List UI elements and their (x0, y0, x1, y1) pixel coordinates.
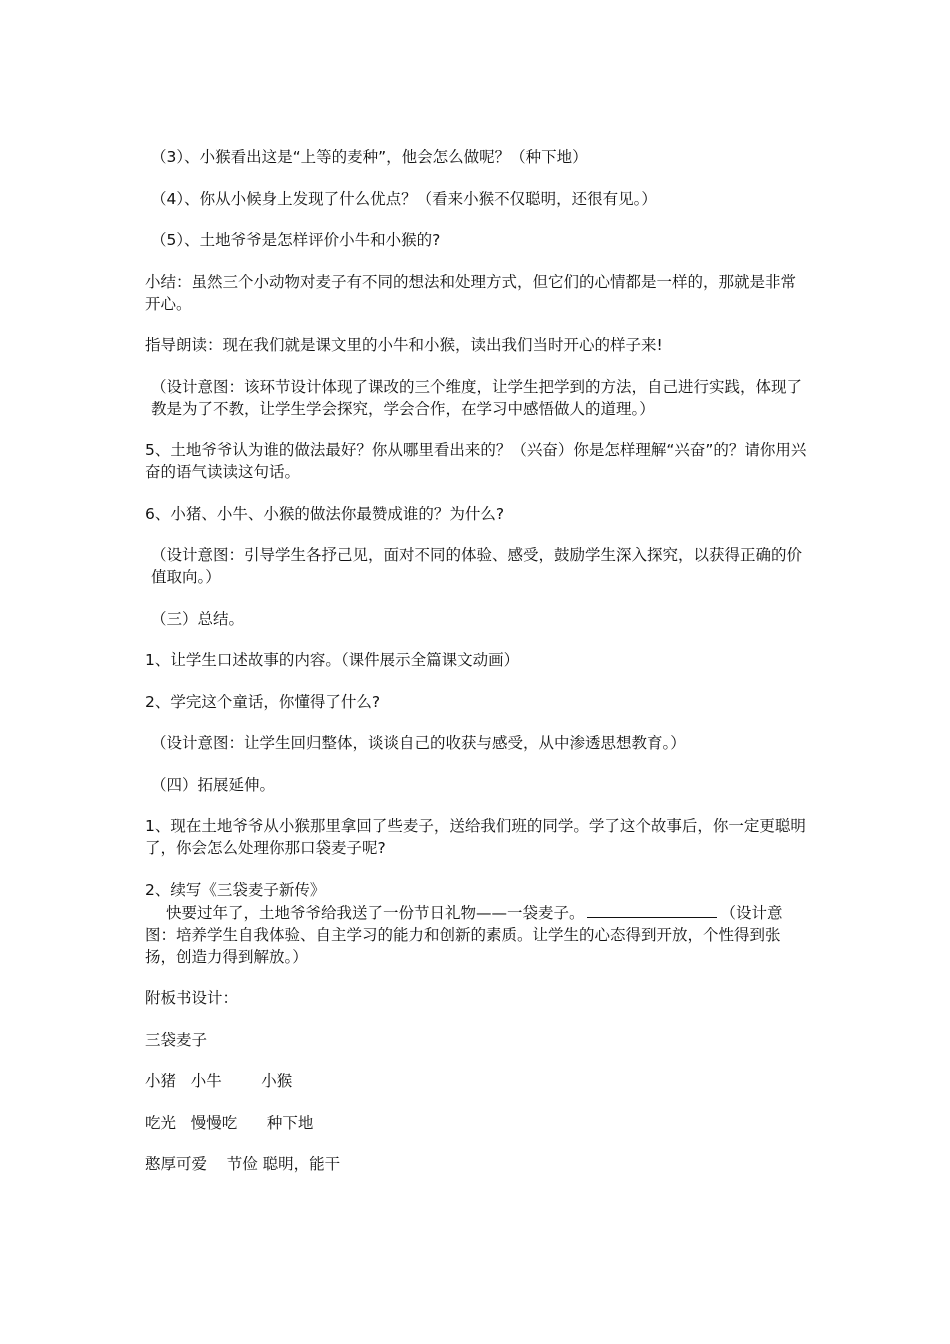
board-row-traits: 憨厚可爱 节俭 聪明，能干 (145, 1155, 341, 1173)
document-page (145, 146, 807, 1195)
question-5: （5）、土地爷爷是怎样评价小牛和小猴的? (151, 231, 441, 249)
design-intent-1: （设计意图：该环节设计体现了课改的三个维度，让学生把学到的方法，自己进行实践，体现了教是为了不教，让学生学会探究，学会合作，在学习中感悟做人的道理。） (151, 377, 803, 418)
board-design-heading: 附板书设计： (145, 989, 239, 1007)
question-3: （3）、小猴看出这是“上等的麦种”，他会怎么做呢？（种下地） (151, 148, 588, 166)
summary-item-2: 2、学完这个童话，你懂得了什么? (145, 692, 381, 711)
design-intent-2: （设计意图：引导学生各抒己见，面对不同的体验、感受，鼓励学生深入探究，以获得正确的价值取向。） (151, 546, 803, 586)
summary-paragraph: 小结：虽然三个小动物对麦子有不同的想法和处理方式，但它们的心情都是一样的，那就是非常开心。 (145, 272, 797, 313)
writing-blank (587, 901, 717, 918)
continuation-writing (145, 901, 807, 968)
extension-item-2: 2、续写《三袋麦子新传》 (145, 880, 326, 899)
section-summary-heading: （三）总结。 (151, 609, 245, 628)
board-row-actions: 吃光 慢慢吃 种下地 (145, 1113, 314, 1132)
question-4: （4）、你从小候身上发现了什么优点？（看来小猴不仅聪明，还很有见。） (151, 189, 657, 208)
reading-guidance: 指导朗读：现在我们就是课文里的小牛和小猴，读出我们当时开心的样子来! (145, 336, 663, 354)
section-extension-heading: （四）拓展延伸。 (151, 775, 276, 794)
item-6: 6、小猪、小牛、小猴的做法你最赞成谁的？为什么? (145, 504, 505, 523)
continuation-design-intent: （设计意图：培养学生自我体验、自主学习的能力和创新的素质。让学生的心态得到开放，个性得到张扬，创造力得到解放。） (145, 903, 783, 966)
summary-item-1: 1、让学生口述故事的内容。（课件展示全篇课文动画） (145, 651, 520, 669)
board-title: 三袋麦子 (145, 1030, 208, 1049)
continuation-text: 快要过年了，土地爷爷给我送了一份节日礼物——一袋麦子。 (166, 903, 585, 922)
extension-item-1: 1、现在土地爷爷从小猴那里拿回了些麦子，送给我们班的同学。学了这个故事后，你一定更聪明了，你会怎么处理你那口袋麦子呢? (145, 817, 806, 857)
board-row-animals: 小猪 小牛 小猴 (145, 1072, 293, 1090)
item-5: 5、土地爷爷认为谁的做法最好？你从哪里看出来的？（兴奋）你是怎样理解“兴奋”的？请你用兴奋的语气读读这句话。 (145, 441, 807, 481)
design-intent-3: （设计意图：让学生回归整体，谈谈自己的收获与感受，从中渗透思想教育。） (151, 734, 686, 752)
